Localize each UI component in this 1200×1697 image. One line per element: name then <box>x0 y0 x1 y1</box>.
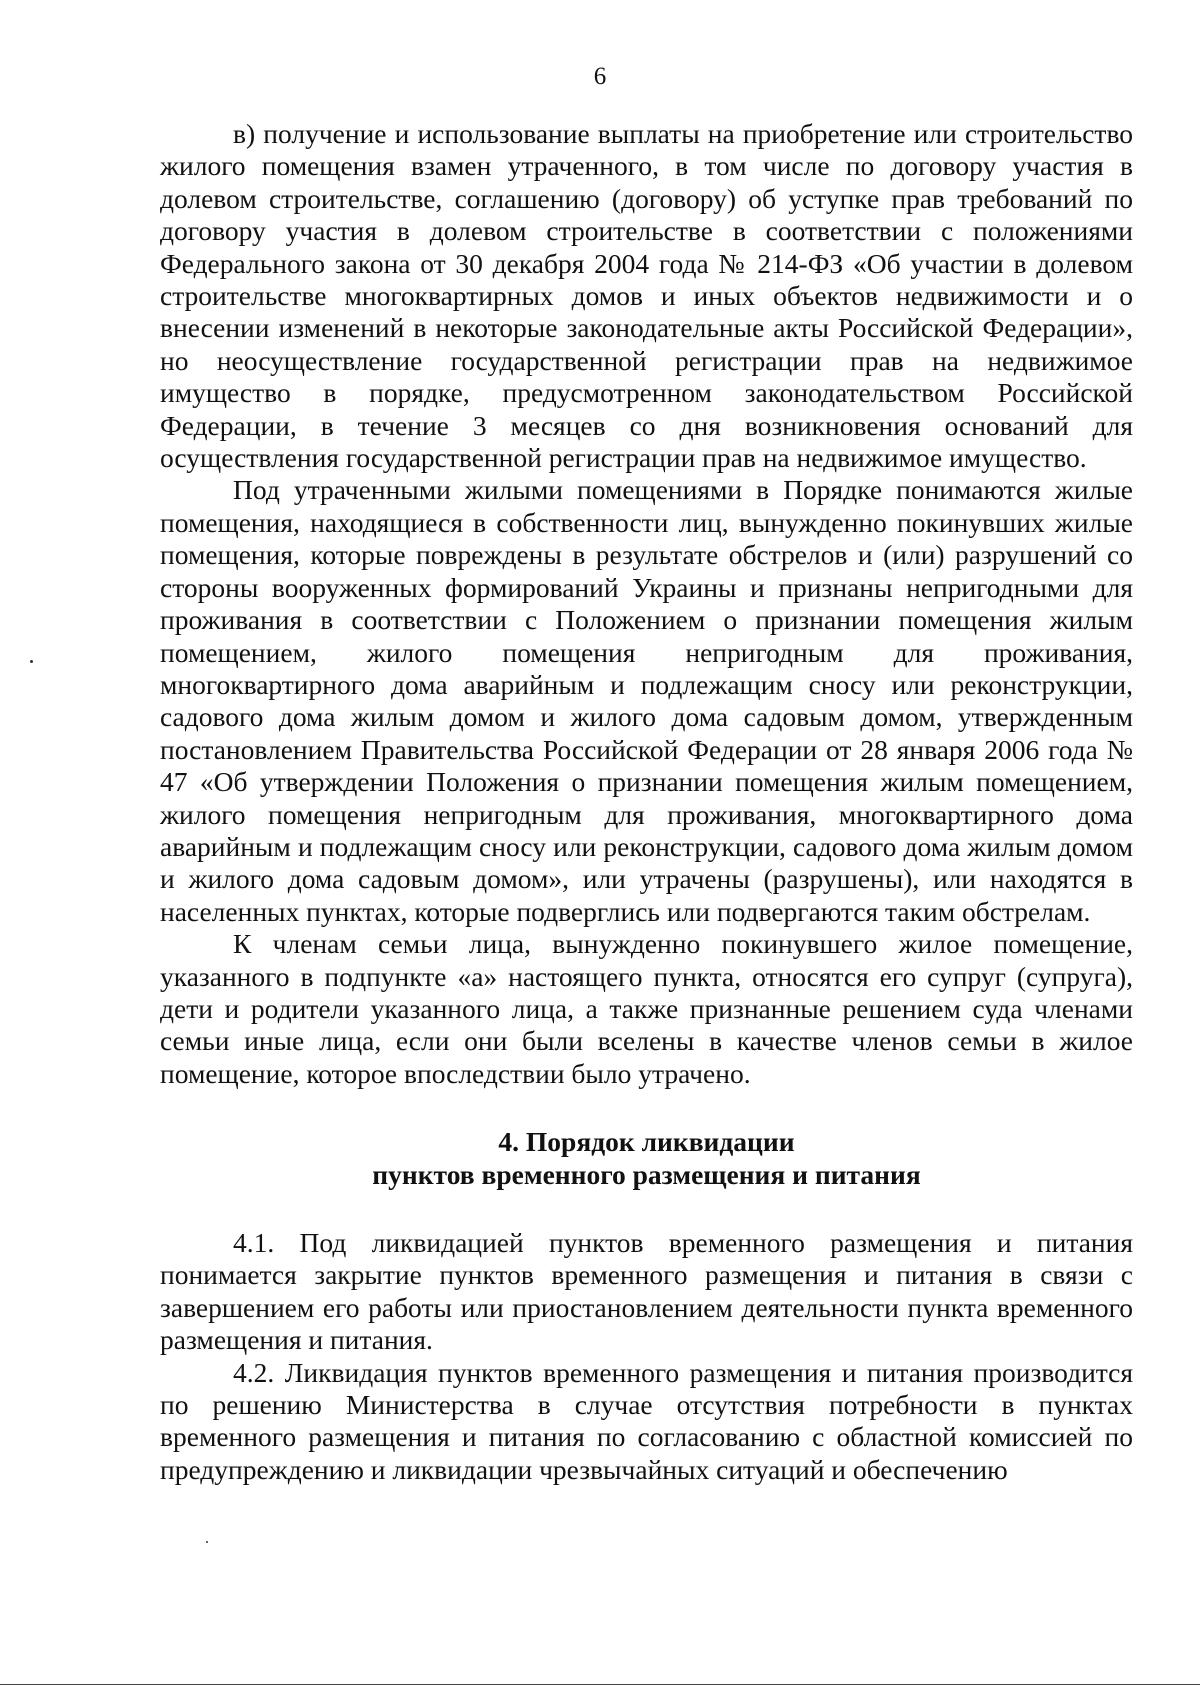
scan-speck <box>206 1541 208 1543</box>
scan-speck <box>30 660 33 663</box>
section-heading <box>160 1126 1133 1191</box>
page-number: 6 <box>593 63 607 90</box>
scan-edge-line <box>0 1684 1200 1685</box>
section-heading-line-1: 4. Порядок ликвидации <box>498 1126 795 1158</box>
paragraph-lost-housing-definition: Под утраченными жилыми помещениями в Порядке понимаются жилые помещения, находящиеся в собственности лиц, вынужденно покинувших жилые помещения, которые повреждены в результате обстрелов и (или) разрушений со стороны вооруженных формирований Украины и признаны непригодными для проживания в соответствии с Положением о признании помещения жилым помещением, жилого помещения непригодным для проживания, многоквартирного дома аварийным и подлежащим сносу или реконструкции, садового дома жилым домом и жилого дома садовым домом, утвержденным постановлением Правительства Российской Федерации от 28 января 2006 года № 47 «Об утверждении Положения о признании помещения жилым помещением, жилого помещения непригодным для проживания, многоквартирного дома аварийным и подлежащим сносу или реконструкции, садового дома жилым домом и жилого дома садовым домом», или утрачены (разрушены), или находятся в населенных пунктах, которые подверглись или подвергаются таким обстрелам. <box>160 474 1133 927</box>
section-heading-line-2: пунктов временного размещения и питания <box>372 1158 921 1190</box>
paragraph-family-members: К членам семьи лица, вынужденно покинувшего жилое помещение, указанного в подпункте «а» настоящего пункта, относятся его супруг (супруга), дети и родители указанного лица, а также признанные решением суда членами семьи иные лица, если они были вселены в качестве членов семьи в жилое помещение, которое впоследствии было утрачено. <box>160 928 1133 1089</box>
paragraph-4-2: 4.2. Ликвидация пунктов временного размещения и питания производится по решению Министерства в случае отсутствия потребности в пунктах временного размещения и питания по согласованию с областной комиссией по предупреждению и ликвидации чрезвычайных ситуаций и обеспечению <box>160 1356 1133 1485</box>
paragraph-subitem-v: в) получение и использование выплаты на приобретение или строительство жилого помещения взамен утраченного, в том числе по договору участия в долевом строительстве, соглашению (договору) об уступке прав требований по договору участия в долевом строительстве в соответствии с положениями Федерального закона от 30 декабря 2004 года № 214-ФЗ «Об участии в долевом строительстве многоквартирных домов и иных объектов недвижимости и о внесении изменений в некоторые законодательные акты Российской Федерации», но неосуществление государственной регистрации прав на недвижимое имущество в порядке, предусмотренном законодательством Российской Федерации, в течение 3 месяцев со дня возникновения оснований для осуществления государственной регистрации прав на недвижимое имущество. <box>160 118 1133 474</box>
paragraph-4-1: 4.1. Под ликвидацией пунктов временного размещения и питания понимается закрытие пунктов временного размещения и питания в связи с завершением его работы или приостановлением деятельности пункта временного размещения и питания. <box>160 1227 1133 1356</box>
document-body <box>160 118 1133 1486</box>
